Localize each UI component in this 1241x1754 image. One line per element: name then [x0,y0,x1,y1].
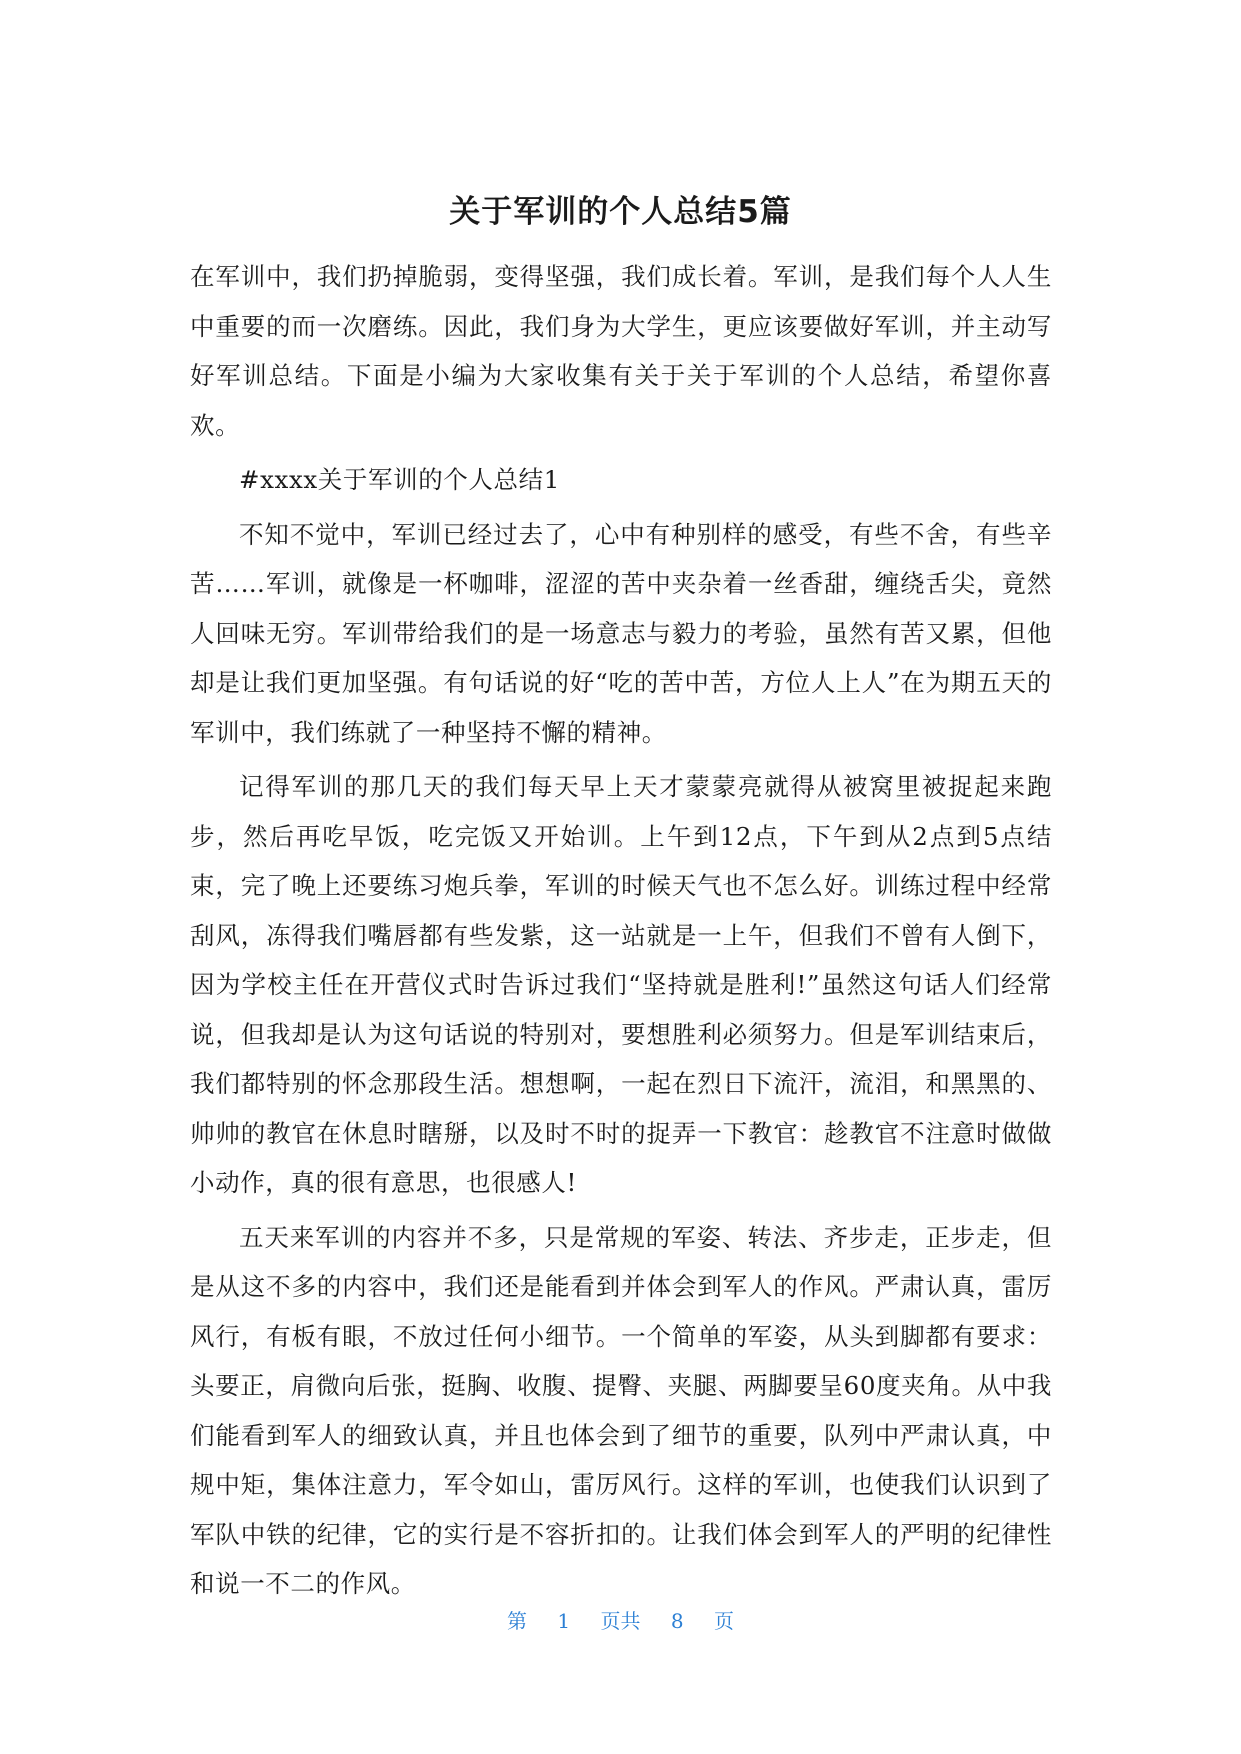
body-paragraph-2: 记得军训的那几天的我们每天早上天才蒙蒙亮就得从被窝里被捉起来跑步，然后再吃早饭，吃完饭又开始训。上午到12点，下午到从2点到5点结束，完了晚上还要练习炮兵拳，军训的时候天气也不怎么好。训练过程中经常刮风，冻得我们嘴唇都有些发紫，这一站就是一上午，但我们不曾有人倒下，因为学校主任在开营仪式时告诉过我们“坚持就是胜利!”虽然这句话人们经常说，但我却是认为这句话说的特别对，要想胜利必须努力。但是军训结束后，我们都特别的怀念那段生活。想想啊，一起在烈日下流汗，流泪，和黑黑的、帅帅的教官在休息时瞎掰，以及时不时的捉弄一下教官：趁教官不注意时做做小动作，真的很有意思，也很感人! [190,772,1052,1197]
footer-total-pages: 8 [670,1609,684,1633]
page-footer [0,1606,1241,1636]
intro-paragraph: 在军训中，我们扔掉脆弱，变得坚强，我们成长着。军训，是我们每个人人生中重要的而一次磨练。因此，我们身为大学生，更应该要做好军训，并主动写好军训总结。下面是小编为大家收集有关于关于军训的个人总结，希望你喜欢。 [190,262,1052,440]
section-heading-1: #xxxx关于军训的个人总结1 [239,465,560,494]
footer-suffix: 页 [713,1609,734,1633]
body-paragraph-1: 不知不觉中，军训已经过去了，心中有种别样的感受，有些不舍，有些辛苦……军训，就像是一杯咖啡，涩涩的苦中夹杂着一丝香甜，缠绕舌尖，竟然人回味无穷。军训带给我们的是一场意志与毅力的考验，虽然有苦又累，但他却是让我们更加坚强。有句话说的好“吃的苦中苦，方位人上人”在为期五天的军训中，我们练就了一种坚持不懈的精神。 [190,519,1052,747]
document-body [190,252,1052,1614]
document-title: 关于军训的个人总结5篇 [449,194,792,230]
footer-middle: 页共 [600,1609,641,1633]
footer-prefix: 第 [507,1609,528,1633]
footer-current-page: 1 [557,1609,571,1633]
body-paragraph-3: 五天来军训的内容并不多，只是常规的军姿、转法、齐步走，正步走，但是从这不多的内容中，我们还是能看到并体会到军人的作风。严肃认真，雷厉风行，有板有眼，不放过任何小细节。一个简单的军姿，从头到脚都有要求：头要正，肩微向后张，挺胸、收腹、提臀、夹腿、两脚要呈60度夹角。从中我们能看到军人的细致认真，并且也体会到了细节的重要，队列中严肃认真，中规中矩，集体注意力，军令如山，雷厉风行。这样的军训，也使我们认识到了军队中铁的纪律，它的实行是不容折扣的。让我们体会到军人的严明的纪律性和说一不二的作风。 [190,1222,1052,1598]
